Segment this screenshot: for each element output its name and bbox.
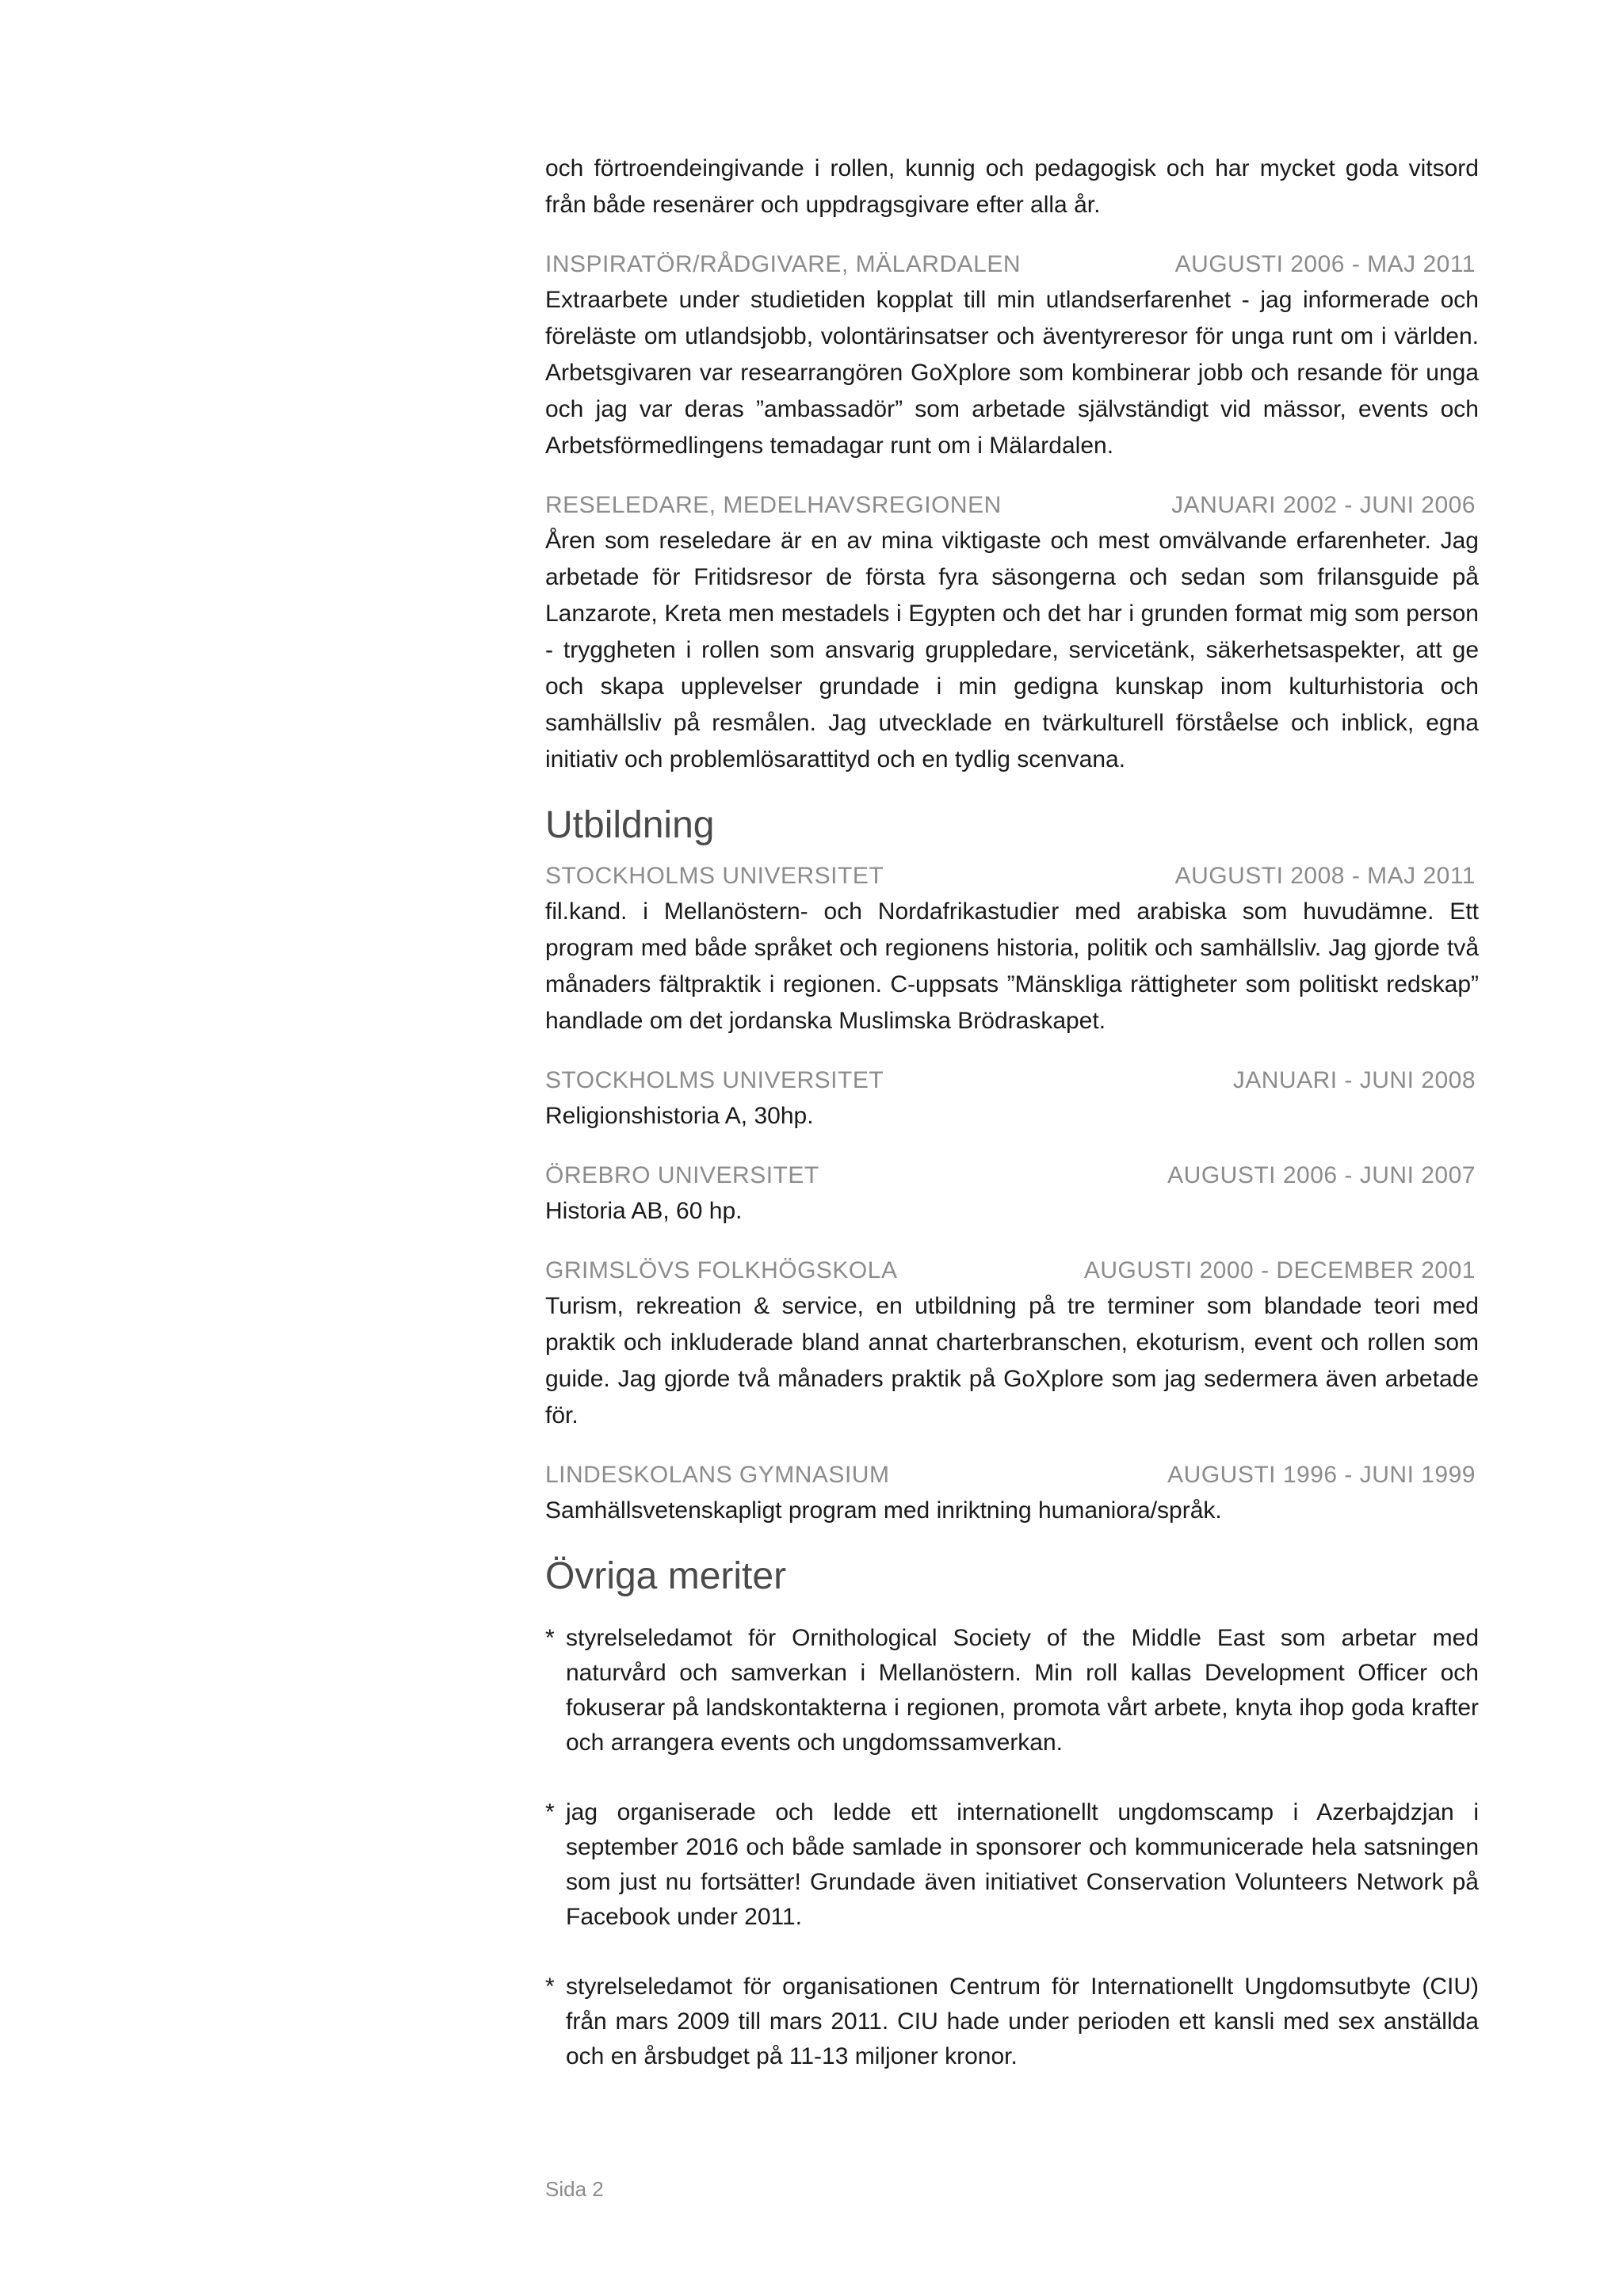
education-heading: Utbildning xyxy=(545,804,715,846)
education-entry-school: ÖREBRO UNIVERSITET xyxy=(545,1162,819,1188)
education-entry xyxy=(545,1158,1479,1230)
education-entry-header xyxy=(545,1158,1479,1193)
merit-item xyxy=(545,1795,1479,1935)
work-entry-description: Extraarbete under studietiden kopplat till min utlandserfarenhet - jag informerade och föreläste om utlandsjobb, volontärinsatser och äventyreresor för unga runt om i världen. Arbetsgivaren var researrangören GoXplore som kombinerar jobb och resande för unga och jag var deras ”ambassadör” som arbetade självständigt vid mässor, events och Arbetsförmedlingens temadagar runt om i Mälardalen. xyxy=(545,287,1479,459)
education-entry-header xyxy=(545,1458,1479,1493)
work-entry xyxy=(545,247,1479,464)
education-entry-period: JANUARI - JUNI 2008 xyxy=(1232,1067,1476,1093)
bullet-star-icon: * xyxy=(545,1625,555,1651)
work-entry-header xyxy=(545,488,1479,523)
work-entry-title: RESELEDARE, MEDELHAVSREGIONEN xyxy=(545,492,1002,518)
education-entry-period: AUGUSTI 2000 - DECEMBER 2001 xyxy=(1083,1257,1476,1283)
education-entry-school: LINDESKOLANS GYMNASIUM xyxy=(545,1462,890,1488)
bullet-star-icon: * xyxy=(545,1974,555,2000)
education-entry-period: AUGUSTI 2006 - JUNI 2007 xyxy=(1167,1162,1476,1188)
education-entry-period: AUGUSTI 1996 - JUNI 1999 xyxy=(1167,1462,1476,1488)
work-entry xyxy=(545,488,1479,778)
work-entry-period: JANUARI 2002 - JUNI 2006 xyxy=(1171,492,1476,518)
education-entry-header xyxy=(545,1253,1479,1288)
education-entry-header xyxy=(545,1063,1479,1098)
education-entry xyxy=(545,1253,1479,1434)
education-entry-school: STOCKHOLMS UNIVERSITET xyxy=(545,1067,884,1093)
bullet-star-icon: * xyxy=(545,1799,555,1825)
education-entry xyxy=(545,1063,1479,1135)
page-number: Sida 2 xyxy=(545,2177,604,2201)
intro-paragraph: och förtroendeingivande i rollen, kunnig och pedagogisk och har mycket goda vitsord från både resenärer och uppdragsgivare efter alla år. xyxy=(545,155,1479,218)
merit-text: jag organiserade och ledde ett internationellt ungdomscamp i Azerbajdzjan i september 2016 och både samlade in sponsorer och kommunicerade hela satsningen som just nu fortsätter! Grundade även initiativet Conservation Volunteers Network på Facebook under 2011. xyxy=(566,1799,1479,1930)
education-entry-description: fil.kand. i Mellanöstern- och Nordafrikastudier med arabiska som huvudämne. Ett program med både språket och regionens historia, politik och samhällsliv. Jag gjorde två månaders fältpraktik i regionen. C-uppsats ”Mänskliga rättigheter som politiskt redskap” handlade om det jordanska Muslimska Brödraskapet. xyxy=(545,898,1479,1034)
education-entry-description: Turism, rekreation & service, en utbildning på tre terminer som blandade teori med praktik och inkluderade bland annat charterbranschen, ekoturism, event och rollen som guide. Jag gjorde två månaders praktik på GoXplore som jag sedermera även arbetade för. xyxy=(545,1293,1479,1428)
education-entry-school: GRIMSLÖVS FOLKHÖGSKOLA xyxy=(545,1257,898,1283)
education-entry-period: AUGUSTI 2008 - MAJ 2011 xyxy=(1174,863,1476,889)
merit-item xyxy=(545,1970,1479,2074)
education-entry xyxy=(545,859,1479,1039)
work-entry-title: INSPIRATÖR/RÅDGIVARE, MÄLARDALEN xyxy=(545,251,1022,277)
cv-page-content xyxy=(545,151,1479,2109)
work-entry-period: AUGUSTI 2006 - MAJ 2011 xyxy=(1174,251,1476,277)
education-entry-description: Historia AB, 60 hp. xyxy=(545,1198,743,1224)
merit-item xyxy=(545,1621,1479,1760)
education-entry-school: STOCKHOLMS UNIVERSITET xyxy=(545,863,884,889)
education-entry-description: Religionshistoria A, 30hp. xyxy=(545,1103,814,1129)
merit-text: styrelseledamot för organisationen Centrum för Internationellt Ungdomsutbyte (CIU) från mars 2009 till mars 2011. CIU hade under perioden ett kansli med sex anställda och en årsbudget på 11-13 miljoner kronor. xyxy=(566,1974,1479,2069)
education-entry xyxy=(545,1458,1479,1529)
education-entry-description: Samhällsvetenskapligt program med inriktning humaniora/språk. xyxy=(545,1497,1222,1524)
merits-heading: Övriga meriter xyxy=(545,1555,787,1597)
work-entry-header xyxy=(545,247,1479,282)
merit-text: styrelseledamot för Ornithological Society of the Middle East som arbetar med naturvård och samverkan i Mellanöstern. Min roll kallas Development Officer och fokuserar på landskontakterna i regionen, promota vårt arbete, knyta ihop goda krafter och arrangera events och ungdomssamverkan. xyxy=(566,1625,1479,1756)
merits-list xyxy=(545,1621,1479,2074)
education-entry-header xyxy=(545,859,1479,894)
work-entry-description: Åren som reseledare är en av mina viktigaste och mest omvälvande erfarenheter. Jag arbetade för Fritidsresor de första fyra säsongerna och sedan som frilansguide på Lanzarote, Kreta men mestadels i Egypten och det har i grunden format mig som person - tryggheten i rollen som ansvarig gruppledare, servicetänk, säkerhetsaspekter, att ge och skapa upplevelser grundade i min gedigna kunskap inom kulturhistoria och samhällsliv på resmålen. Jag utvecklade en tvärkulturell förståelse och inblick, egna initiativ och problemlösarattityd och en tydlig scenvana. xyxy=(545,528,1479,772)
